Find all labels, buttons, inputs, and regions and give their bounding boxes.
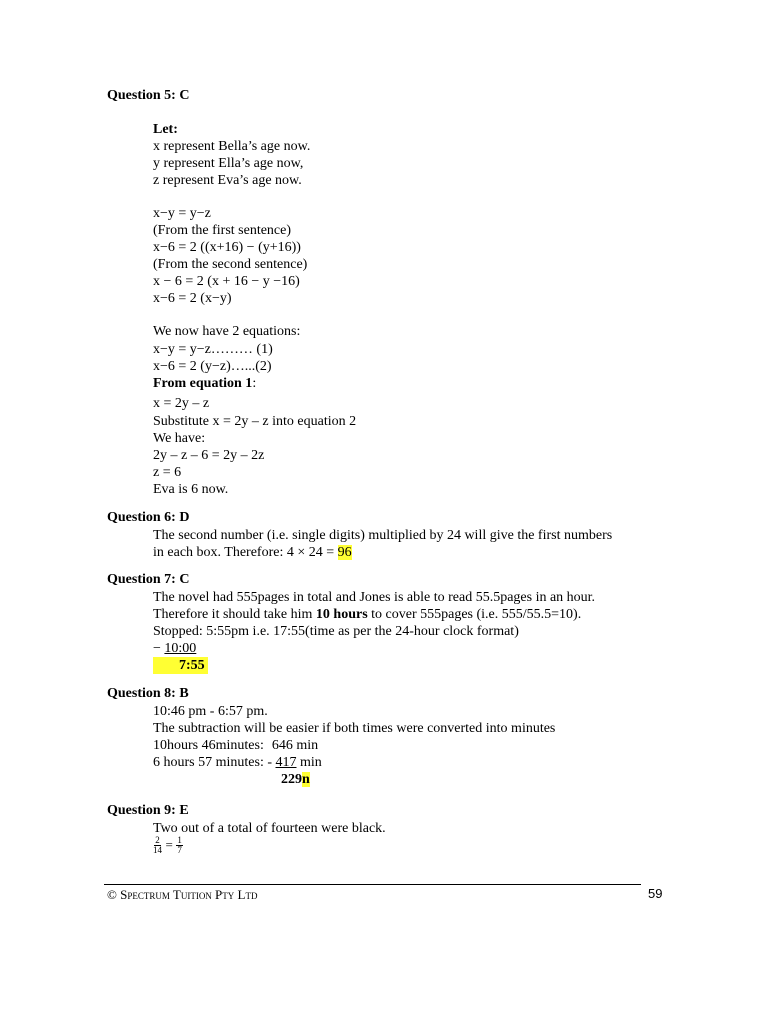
question-7-heading: Question 7: C <box>107 572 190 587</box>
q9-line: Two out of a total of fourteen were black. <box>153 821 386 836</box>
q8-label: 10hours 46minutes: <box>153 738 264 753</box>
equals-sign: = <box>165 837 173 852</box>
q5-line: x represent Bella’s age now. <box>153 139 311 154</box>
q7-text: Therefore it should take him <box>153 607 316 622</box>
fraction-denominator: 7 <box>177 845 182 856</box>
q5-line: (From the second sentence) <box>153 257 308 272</box>
from-equation-label: From equation 1 <box>153 376 253 391</box>
q8-line <box>153 737 318 754</box>
q7-result-highlight <box>153 657 208 674</box>
q7-line <box>153 606 581 623</box>
q8-unit: min <box>296 755 322 770</box>
question-9-heading: Question 9: E <box>107 803 189 818</box>
fraction-numerator: 2 <box>155 835 160 846</box>
q7-result: 7:55 <box>179 658 205 673</box>
footer-copyright: © Spectrum Tuition Pty Ltd <box>107 887 258 902</box>
q5-line: x−6 = 2 (y−z)…...(2) <box>153 359 272 374</box>
q7-line: Stopped: 5:55pm i.e. 17:55(time as per the 24-hour clock format) <box>153 624 519 639</box>
q5-line: (From the first sentence) <box>153 223 292 238</box>
q8-result-highlight: n <box>302 772 310 787</box>
q7-sub-value: 10:00 <box>164 641 197 656</box>
fraction-1-7 <box>176 836 183 855</box>
q5-line: Substitute x = 2y – z into equation 2 <box>153 414 357 429</box>
q5-line: z represent Eva’s age now. <box>153 173 302 188</box>
q5-line: x−6 = 2 ((x+16) − (y+16)) <box>153 240 301 255</box>
q7-text: to cover 555pages (i.e. 555/55.5=10). <box>367 607 582 622</box>
q5-line: x = 2y – z <box>153 396 210 411</box>
q6-text: in each box. Therefore: 4 × 24 = <box>153 545 338 560</box>
q8-line <box>153 754 322 771</box>
q5-line: z = 6 <box>153 465 182 480</box>
q5-line: x−y = y−z <box>153 206 211 221</box>
q8-label: 6 hours 57 minutes: - <box>153 755 276 770</box>
q7-bold-hours: 10 hours <box>315 607 368 622</box>
minus-sign: − <box>153 641 165 656</box>
q8-line: The subtraction will be easier if both times were converted into minutes <box>153 721 556 736</box>
q6-answer-highlight: 96 <box>337 545 352 560</box>
q5-line: x − 6 = 2 (x + 16 − y −16) <box>153 274 300 289</box>
question-5-heading: Question 5: C <box>107 88 190 103</box>
q5-line: 2y – z – 6 = 2y – 2z <box>153 448 265 463</box>
from-equation-colon: : <box>252 376 257 391</box>
q5-line: Eva is 6 now. <box>153 482 229 497</box>
question-6-heading: Question 6: D <box>107 510 190 525</box>
let-label: Let: <box>153 122 178 137</box>
q9-fraction-equation <box>153 836 183 855</box>
q5-line: We have: <box>153 431 206 446</box>
q8-value: 417 <box>275 755 297 770</box>
from-equation-line <box>153 375 256 392</box>
q8-value: 646 min <box>271 738 319 753</box>
q6-line: The second number (i.e. single digits) multiplied by 24 will give the first numbers <box>153 528 613 543</box>
q6-line <box>153 544 352 561</box>
question-8-heading: Question 8: B <box>107 686 189 701</box>
q7-subtraction <box>153 640 196 657</box>
q8-result <box>281 771 310 788</box>
footer-divider <box>104 884 641 885</box>
q8-line: 10:46 pm - 6:57 pm. <box>153 704 268 719</box>
q5-line: y represent Ella’s age now, <box>153 156 304 171</box>
fraction-numerator: 1 <box>177 835 182 846</box>
q8-result-number: 229 <box>281 772 302 787</box>
q5-line: We now have 2 equations: <box>153 324 301 339</box>
q5-line: x−y = y−z……… (1) <box>153 342 273 357</box>
q5-line: x−6 = 2 (x−y) <box>153 291 232 306</box>
page-number: 59 <box>648 886 663 901</box>
fraction-2-14 <box>153 836 162 855</box>
q7-line: The novel had 555pages in total and Jones is able to read 55.5pages in an hour. <box>153 590 596 605</box>
fraction-denominator: 14 <box>153 845 162 856</box>
